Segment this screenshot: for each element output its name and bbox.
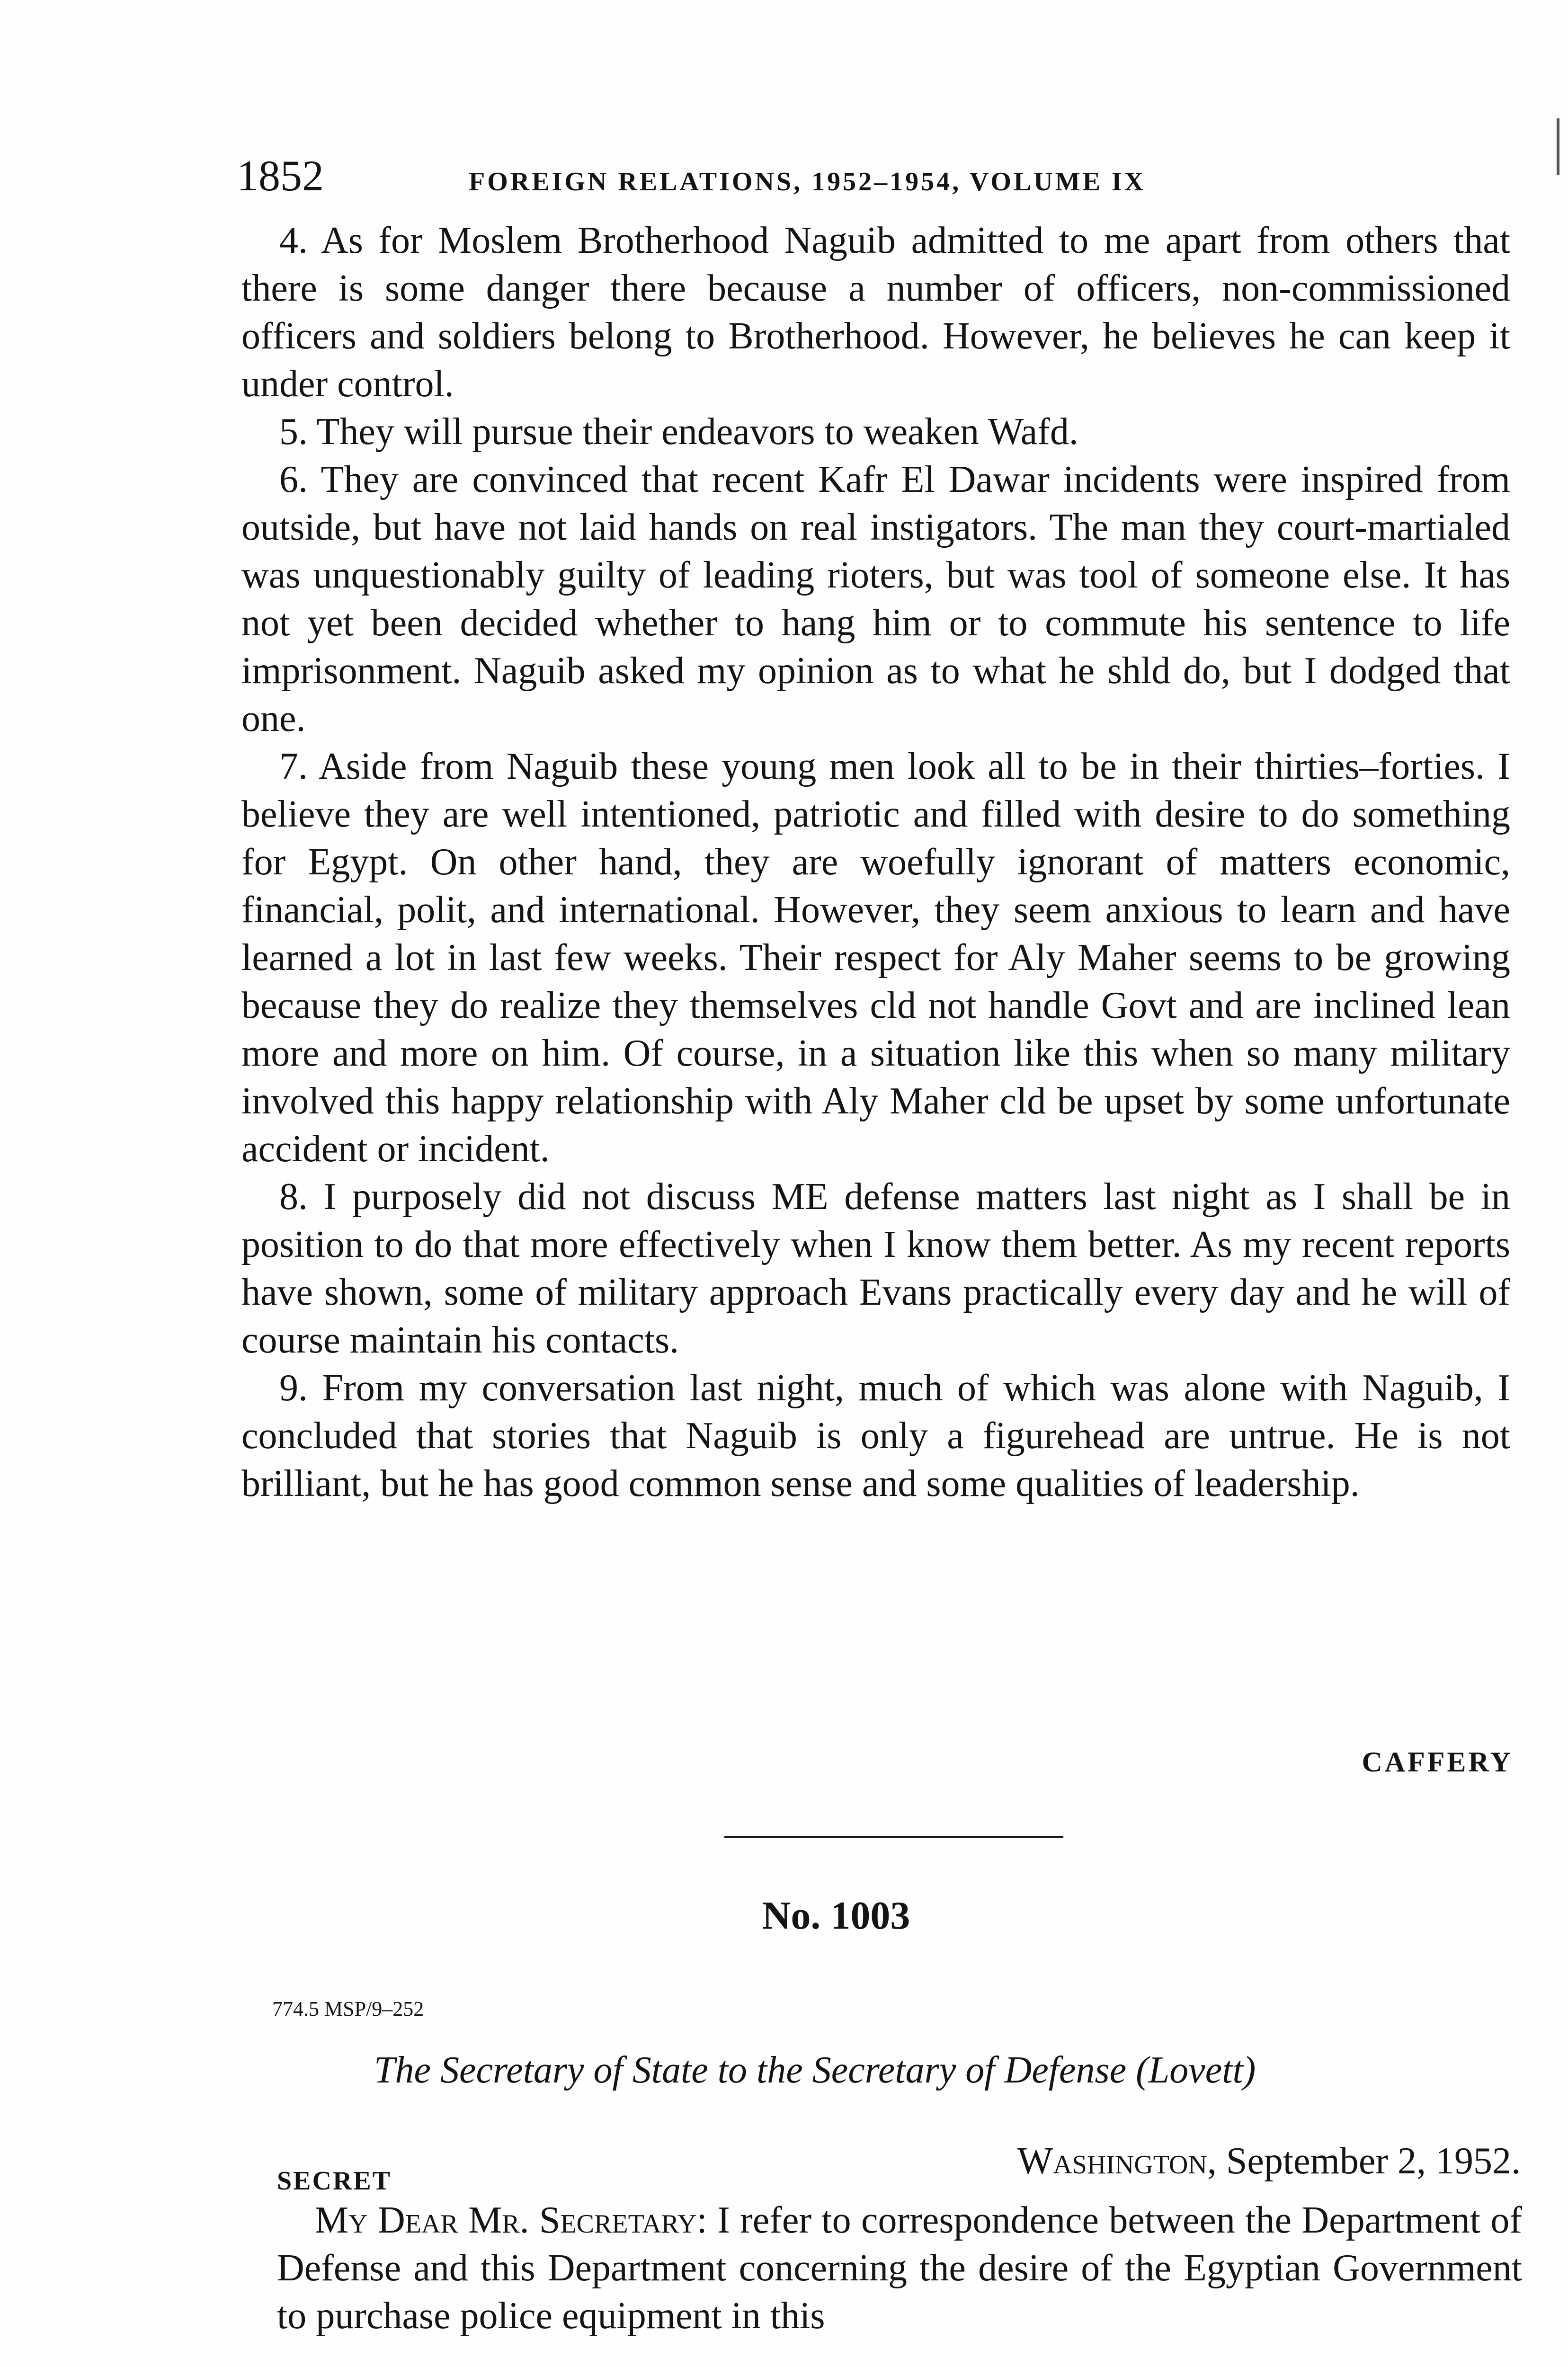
- paragraph-4: 4. As for Moslem Brotherhood Naguib admitted to me apart from others that there is some danger there because a number of officers, non-commissioned officers and soldiers belong to Brotherhood. However, he believes he can keep it under control.: [241, 220, 1510, 405]
- paragraph-5: 5. They will pursue their endeavors to weaken Wafd.: [279, 411, 1078, 453]
- letter-body: [277, 2197, 1522, 2340]
- running-header: [237, 151, 1524, 207]
- section-divider: [724, 1836, 1063, 1838]
- letter-opening-paragraph: [277, 2197, 1522, 2340]
- continuation-text: [241, 217, 1510, 1508]
- scan-edge-mark: [1557, 118, 1559, 175]
- signature: CAFFERY: [1362, 1746, 1513, 1778]
- paragraph-8: 8. I purposely did not discuss ME defense matters last night as I shall be in position to do that more effectively when I know them better. As my recent reports have shown, some of military approach Evans practically every day and he will of course maintain his contacts.: [241, 1176, 1510, 1361]
- dateline: [1017, 2140, 1521, 2183]
- paragraph-6: 6. They are convinced that recent Kafr El Dawar incidents were inspired from outside, but have not laid hands on real instigators. The man they court-martialed was unquestionably guilty of leading rioters, but was tool of someone else. It has not yet been decided whether to hang him or to commute his sentence to life imprisonment. Naguib asked my opinion as to what he shld do, but I dodged that one.: [241, 459, 1510, 739]
- page-number: 1852: [237, 151, 324, 200]
- paragraph-7: 7. Aside from Naguib these young men look all to be in their thirties–forties. I believe they are well intentioned, patriotic and filled with desire to do something for Egypt. On other hand, they are woefully ignorant of matters economic, financial, polit, and international. However, they seem anxious to learn and have learned a lot in last few weeks. Their respect for Aly Maher seems to be growing because they do realize they themselves cld not handle Govt and are inclined lean more and more on him. Of course, in a situation like this when so many military involved this happy relationship with Aly Maher cld be upset by some unfortunate accident or incident.: [241, 746, 1510, 1170]
- dateline-date: September 2, 1952.: [1226, 2140, 1521, 2182]
- file-reference: 774.5 MSP/9–252: [272, 1997, 424, 2020]
- paragraph-9: 9. From my conversation last night, much of which was alone with Naguib, I concluded that stories that Naguib is only a figurehead are untrue. He is not brilliant, but he has good common sense and some qualities of leadership.: [241, 1367, 1510, 1504]
- dateline-place: Washington,: [1017, 2140, 1217, 2182]
- letter-body-text: I refer to correspondence between the Department of Defense and this Department concerning the desire of the Egyptian Government to purchase police equipment in this: [277, 2199, 1523, 2337]
- classification-label: SECRET: [277, 2166, 392, 2196]
- document-title: The Secretary of State to the Secretary of Defense (Lovett): [374, 2049, 1256, 2091]
- document-number: No. 1003: [762, 1894, 910, 1938]
- salutation: My Dear Mr. Secretary:: [315, 2199, 707, 2241]
- running-title: FOREIGN RELATIONS, 1952–1954, VOLUME IX: [469, 167, 1146, 196]
